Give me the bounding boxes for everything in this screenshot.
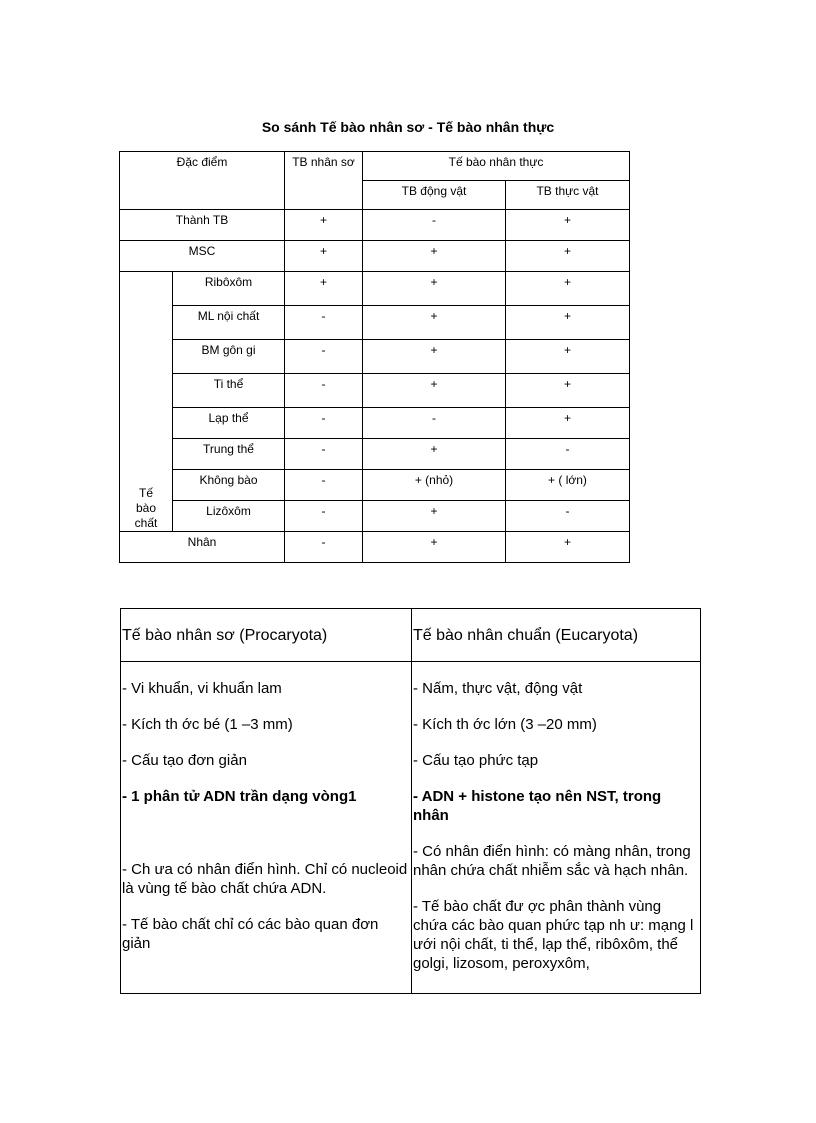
cell-plant: + ( lớn) xyxy=(506,470,630,501)
header-feature: Đặc điểm xyxy=(120,152,285,210)
table-row xyxy=(120,306,630,340)
cell-animal: - xyxy=(363,408,506,439)
row-label: Không bào xyxy=(173,470,285,501)
row-label: Ti thể xyxy=(173,374,285,408)
header-prokaryote: TB nhân sơ xyxy=(285,152,363,210)
table-header-row xyxy=(121,609,701,662)
cell-prokaryote: - xyxy=(285,501,363,532)
table-row xyxy=(120,374,630,408)
header-animal: TB động vật xyxy=(363,181,506,210)
table-row xyxy=(120,408,630,439)
cell-prokaryote: + xyxy=(285,210,363,241)
group-label-line: Tế xyxy=(138,486,153,500)
table-row xyxy=(120,210,630,241)
list-item: - Kích th ớc lớn (3 –20 mm) xyxy=(413,716,597,733)
table-row xyxy=(120,501,630,532)
cell-animal: + xyxy=(363,439,506,470)
table-row xyxy=(120,470,630,501)
list-item: - Kích th ớc bé (1 –3 mm) xyxy=(122,716,293,733)
list-item: - Ch ưa có nhân điển hình. Chỉ có nucleoid là vùng tế bào chất chứa ADN. xyxy=(122,861,408,897)
cell-animal: + xyxy=(363,374,506,408)
page-title: So sánh Tế bào nhân sơ - Tế bào nhân thực xyxy=(261,119,555,135)
group-label-line: chất xyxy=(134,516,158,530)
list-item: - 1 phân tử ADN trần dạng vòng1 xyxy=(122,788,357,805)
cell-plant: + xyxy=(506,241,630,272)
cell-prokaryote: - xyxy=(285,340,363,374)
cell-animal: + xyxy=(363,532,506,563)
row-label: Lạp thể xyxy=(173,408,285,439)
cell-prokaryote: - xyxy=(285,408,363,439)
comparison-table xyxy=(119,151,630,563)
row-label: Lizôxôm xyxy=(173,501,285,532)
cell-prokaryote: + xyxy=(285,272,363,306)
cell-plant: - xyxy=(506,501,630,532)
cell-plant: + xyxy=(506,408,630,439)
list-item: - Vi khuẩn, vi khuẩn lam xyxy=(122,680,282,697)
table-row xyxy=(120,340,630,374)
row-label: Nhân xyxy=(120,532,285,563)
list-item: - ADN + histone tạo nên NST, trong nhân xyxy=(413,788,662,824)
cell-plant: + xyxy=(506,374,630,408)
procaryota-column xyxy=(121,662,412,994)
list-item: - Tế bào chất đư ợc phân thành vùng chứa các bào quan phức tạp nh ư: mạng l ưới nội chất, ti thể, lạp thể, ribôxôm, thể golgi, lizosom, peroxyxôm, xyxy=(413,898,694,972)
row-label: Ribôxôm xyxy=(173,272,285,306)
cell-animal: + xyxy=(363,241,506,272)
cell-prokaryote: + xyxy=(285,241,363,272)
header-eukaryote: Tế bào nhân thực xyxy=(363,152,630,181)
cell-animal: + (nhỏ) xyxy=(363,470,506,501)
cell-prokaryote: - xyxy=(285,439,363,470)
row-label: BM gôn gi xyxy=(173,340,285,374)
cell-prokaryote: - xyxy=(285,374,363,408)
table-row xyxy=(120,439,630,470)
cell-prokaryote: - xyxy=(285,532,363,563)
table-row xyxy=(120,272,630,306)
row-label: ML nội chất xyxy=(173,306,285,340)
cell-plant: + xyxy=(506,210,630,241)
list-item: - Cấu tạo phức tạp xyxy=(413,752,539,769)
table-row xyxy=(120,241,630,272)
row-label: Trung thể xyxy=(173,439,285,470)
cell-prokaryote: - xyxy=(285,306,363,340)
group-label-line: bào xyxy=(135,501,157,515)
cell-plant: + xyxy=(506,306,630,340)
cell-animal: + xyxy=(363,501,506,532)
table-row xyxy=(121,662,701,994)
procaryota-eucaryota-table xyxy=(120,608,701,994)
cell-animal: + xyxy=(363,340,506,374)
row-label: Thành TB xyxy=(120,210,285,241)
table-header-row xyxy=(120,152,630,181)
cell-animal: - xyxy=(363,210,506,241)
header-eucaryota: Tế bào nhân chuẩn (Eucaryota) xyxy=(412,609,701,662)
list-item: - Nấm, thực vật, động vật xyxy=(413,680,583,697)
cell-animal: + xyxy=(363,306,506,340)
list-item: - Tế bào chất chỉ có các bào quan đơn giản xyxy=(122,916,379,952)
cell-prokaryote: - xyxy=(285,470,363,501)
eucaryota-column xyxy=(412,662,701,994)
header-plant: TB thực vật xyxy=(506,181,630,210)
header-procaryota: Tế bào nhân sơ (Procaryota) xyxy=(121,609,412,662)
cell-plant: + xyxy=(506,532,630,563)
cell-animal: + xyxy=(363,272,506,306)
cell-plant: + xyxy=(506,340,630,374)
list-item: - Có nhân điển hình: có màng nhân, trong nhân chứa chất nhiễm sắc và hạch nhân. xyxy=(413,843,691,879)
cell-plant: + xyxy=(506,272,630,306)
cytoplasm-group-label xyxy=(120,272,173,532)
cell-plant: - xyxy=(506,439,630,470)
list-item: - Cấu tạo đơn giản xyxy=(122,752,247,769)
table-row xyxy=(120,532,630,563)
row-label: MSC xyxy=(120,241,285,272)
